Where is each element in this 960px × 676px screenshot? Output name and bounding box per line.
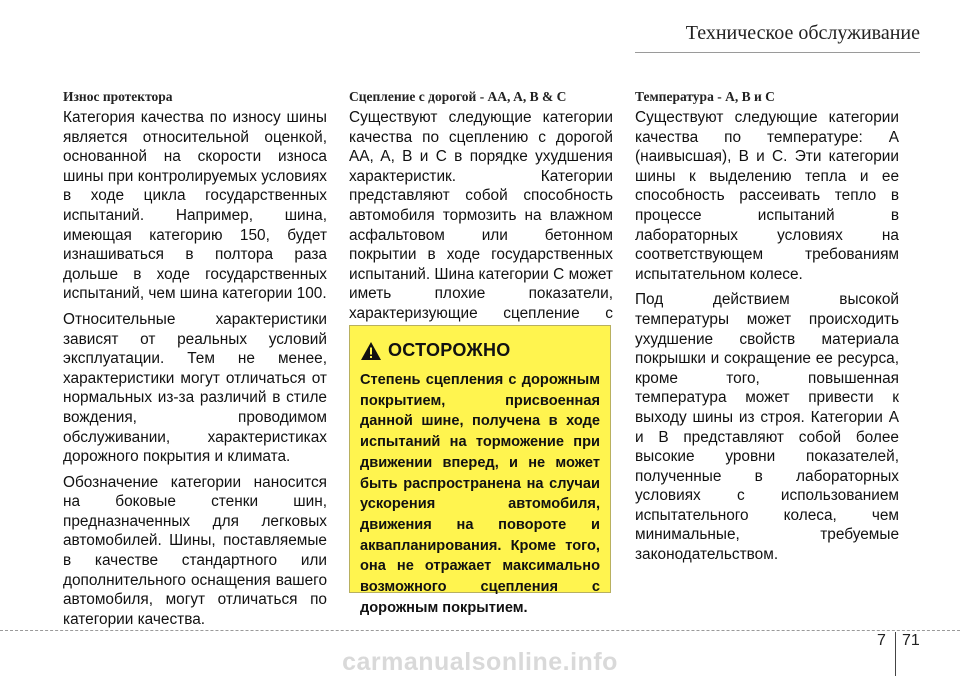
page-number: 71 [902, 632, 920, 649]
column-traction [349, 88, 613, 349]
header-divider [635, 52, 920, 53]
paragraph: Существуют следующие категории качества по температуре: A (наивысшая), B и C. Эти категории шины к выделению тепла и ее способность рассеивать тепло в процессе испытаний в лабораторных условиях на соответствующем требованиям испытательном колесе. [635, 109, 899, 283]
section-title-temperature: Температура - A, B и C [635, 89, 775, 104]
paragraph: Категория качества по износу шины является относительной оценкой, основанной на скорости износа шины при контролируемых условиях в ходе цикла государственных испытаний. Например, шина, имеющая категорию 150, будет изнашиваться в полтора раза дольше в ходе государственных испытаний, чем шина категории 100. [63, 109, 327, 303]
warning-text: Степень сцепления с дорожным покрытием, присвоенная данной шине, получена в ходе испытаний на торможение при движении вперед, и не может быть распространена на случаи ускорения автомобиля, движения на повороте и аквапланирования. Кроме того, она не отражает максимально возможного сцепления с дорожным покрытием. [360, 372, 600, 616]
paragraph: Обозначение категории наносится на боковые стенки шин, предназначенных для легковых автомобилей. Шины, поставляемые в качестве стандартного или дополнительного оснащения вашего автомобиля, могут отличаться по категории качества. [63, 473, 327, 628]
section-title-traction: Сцепление с дорогой - AA, A, B & C [349, 89, 567, 104]
warning-box [349, 325, 611, 616]
paragraph: Под действием высокой температуры может происходить ухудшение свойств материала покрышки и сокращение ее ресурса, кроме того, повышенная температура может привести к выходу шины из строя. Категории A и B представляют собой более высокие уровни показателей, полученные в лабораторных условиях с использованием испытательного колеса, чем минимальные, требуемые законодательством. [635, 291, 899, 564]
footer-dashed-line [0, 630, 960, 631]
chapter-number: 7 [877, 632, 886, 649]
column-tread-wear [63, 88, 327, 635]
paragraph: Относительные характеристики зависят от реальных условий эксплуатации. Тем не менее, характеристики могут отличаться от нормальных из-за различий в стиле вождения, проводимом обслуживании, характеристиках дорожного покрытия и климата. [63, 310, 327, 466]
header-title: Техническое обслуживание [685, 22, 920, 44]
column-temperature [635, 88, 899, 571]
warning-triangle-icon [360, 341, 382, 361]
paragraph: Существуют следующие категории качества по сцеплению с дорогой AA, A, B и C в порядке ухудшения характеристик. Категории представляют собой способность автомобиля тормозить на влажном асфальтовом или бетонном покрытии в ходе государственных испытаний. Шина категории C может иметь плохие показатели, характеризующие сцепление с [349, 109, 613, 322]
watermark: carmanualsonline.info [342, 648, 618, 676]
section-title-tread-wear: Износ протектора [63, 89, 173, 104]
warning-heading [360, 340, 600, 361]
warning-title: ОСТОРОЖНО [388, 340, 511, 360]
